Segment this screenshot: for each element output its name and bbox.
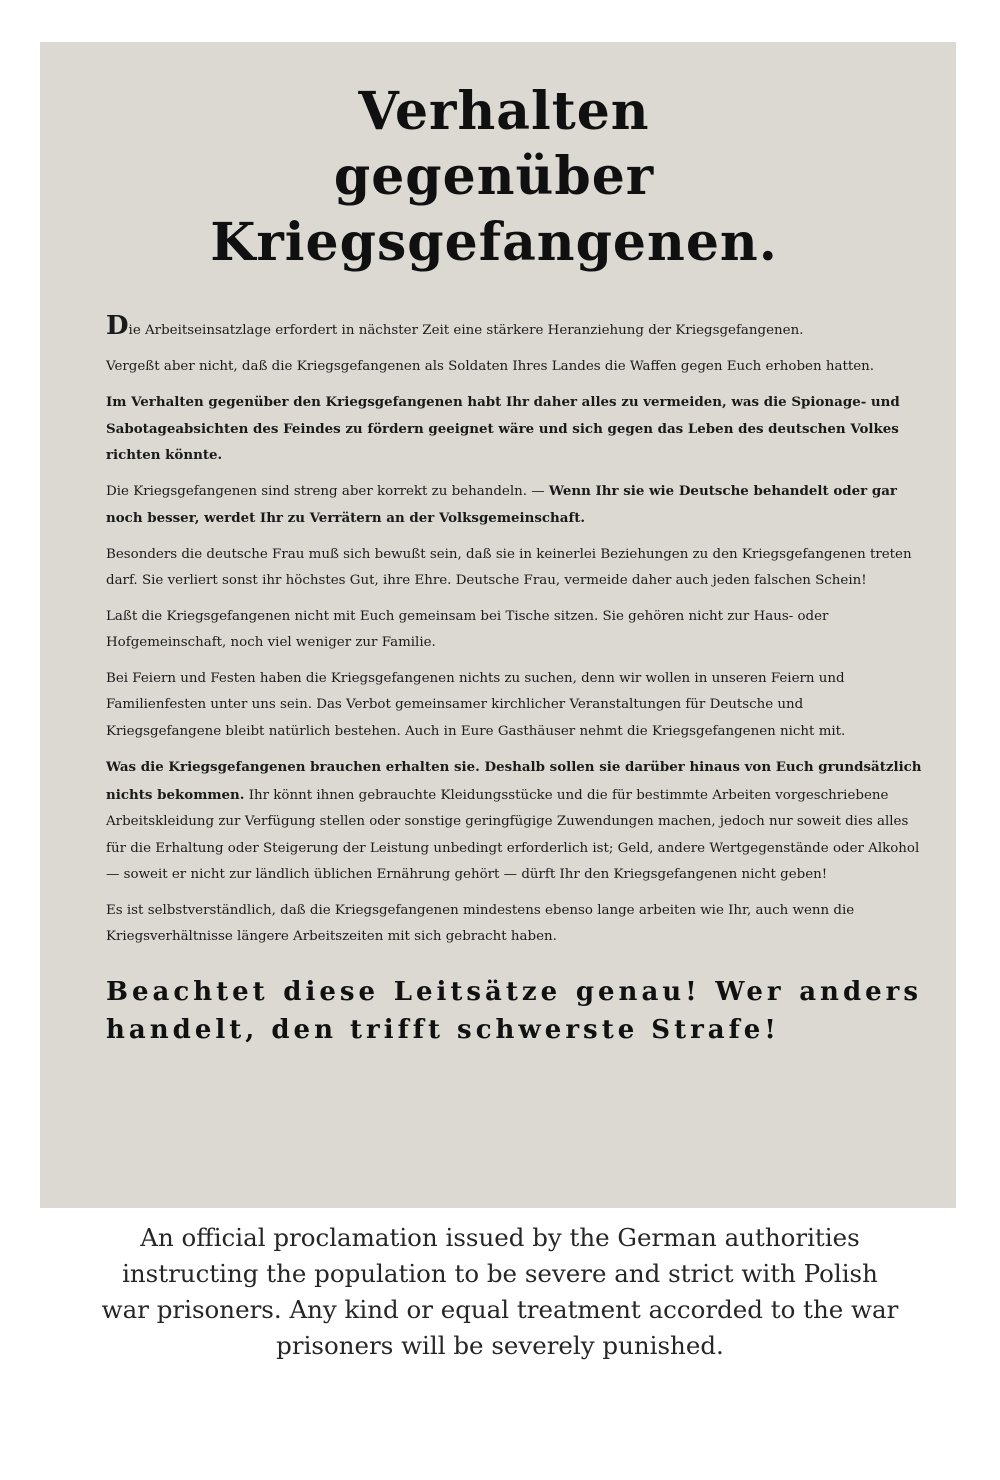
paragraph-1-text: ie Arbeitseinsatzlage erfordert in nächster Zeit eine stärkere Heranziehung der Kriegsgefangenen. [128, 323, 804, 338]
paragraph-1-initial: D [106, 311, 129, 341]
poster-title-line-1: Verhalten [358, 81, 650, 142]
paragraph-1 [106, 311, 922, 345]
paragraph-5: Besonders die deutsche Frau muß sich bewußt sein, daß sie in keinerlei Beziehungen zu den Kriegsgefangenen treten darf. Sie verliert sonst ihr höchstes Gut, ihre Ehre. Deutsche Frau, vermeide daher auch jeden falschen Schein! [106, 546, 912, 588]
paragraph-3: Im Verhalten gegenüber den Kriegsgefangenen habt Ihr daher alles zu vermeiden, was die Spionage- und Sabotageabsichten des Feindes zu fördern geeignet wäre und sich gegen das Leben des deutschen Volkes richten könnte. [106, 394, 900, 463]
paragraph-8 [106, 754, 922, 889]
poster-body [106, 311, 922, 951]
paragraph-9: Es ist selbstverständlich, daß die Kriegsgefangenen mindestens ebenso lange arbeiten wie Ihr, auch wenn die Kriegsverhältnisse längere Arbeitszeiten mit sich gebracht haben. [106, 902, 855, 944]
paragraph-8-bold: Was die Kriegsgefangenen brauchen erhalten sie. Deshalb sollen sie darüber hinaus von Euch grundsätzlich nichts bekommen. [106, 759, 922, 803]
paragraph-4-bold: Wenn Ihr sie wie Deutsche behandelt oder gar noch besser, werdet Ihr zu Verrätern an der Volksgemeinschaft. [106, 482, 897, 526]
paragraph-8-normal: Ihr könnt ihnen gebrauchte Kleidungsstücke und die für bestimmte Arbeiten vorgeschriebene Arbeitskleidung zur Verfügung stellen oder sonstige geringfügige Zuwendungen machen, jedoch nur soweit dies alles für die Erhaltung oder Steigerung der Leistung unbedingt erforderlich ist; Geld, andere Wertgegenstände oder Alkohol — soweit er nicht zur ländlich üblichen Ernährung gehört — dürft Ihr den Kriegsgefangenen nicht geben! [106, 787, 920, 882]
paragraph-6: Laßt die Kriegsgefangenen nicht mit Euch gemeinsam bei Tische sitzen. Sie gehören nicht zur Haus- oder Hofgemeinschaft, noch viel weniger zur Familie. [106, 608, 829, 650]
image-caption: An official proclamation issued by the German authorities instructing the population to be severe and strict with Polish war prisoners. Any kind or equal treatment accorded to the war prisoners will be severely punished. [101, 1223, 899, 1360]
paragraph-4 [106, 478, 922, 533]
paragraph-4-normal: Die Kriegsgefangenen sind streng aber korrekt zu behandeln. — [106, 483, 549, 499]
proclamation-poster [40, 42, 956, 1208]
paragraph-2: Vergeßt aber nicht, daß die Kriegsgefangenen als Soldaten Ihres Landes die Waffen gegen Euch erhoben hatten. [106, 358, 875, 374]
paragraph-7: Bei Feiern und Festen haben die Kriegsgefangenen nichts zu suchen, denn wir wollen in unseren Feiern und Familienfesten unter uns sein. Das Verbot gemeinsamer kirchlicher Veranstaltungen für Deutsche und Kriegsgefangene bleibt natürlich bestehen. Auch in Eure Gasthäuser nehmt die Kriegsgefangenen nicht mit. [106, 670, 846, 739]
poster-title-line-2: gegenüber Kriegsgefangenen. [210, 146, 778, 273]
closing-warning: Beachtet diese Leitsätze genau! Wer anders handelt, den trifft schwerste Strafe! [106, 976, 922, 1045]
poster-title [106, 80, 922, 276]
